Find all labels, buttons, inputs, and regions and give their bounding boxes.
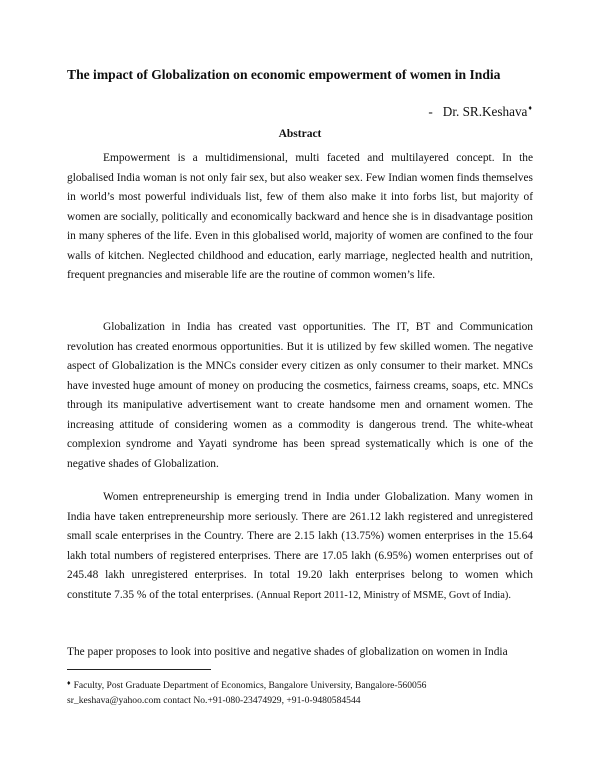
footnote [67, 676, 537, 708]
abstract-paragraph-1: Empowerment is a multidimensional, multi faceted and multilayered concept. In the globalised India woman is not only fair sex, but also weaker sex. Few Indian women finds themselves in world’s most powerful individuals list, few of them also make it into forbs list, but majority of women are socially, politically and economically backward and hence she is in disadvantage position in many spheres of the life. Even in this globalised world, majority of women are confined to the four walls of kitchen. Neglected childhood and education, early marriage, neglected health and nutrition, frequent pregnancies and miserable life are the routine of common women’s life. [67, 152, 533, 281]
author-name: Dr. SR.Keshava [442, 104, 528, 119]
citation: (Annual Report 2011-12, Ministry of MSME, Govt of India). [256, 589, 511, 601]
footnote-line-1 [67, 676, 537, 694]
abstract-paragraph-3 [67, 488, 533, 605]
author-dash: - [428, 104, 433, 119]
paper-title: The impact of Globalization on economic empowerment of women in India [67, 67, 501, 82]
author-line [428, 99, 532, 121]
footnote-divider [67, 669, 211, 670]
footnote-affiliation: Faculty, Post Graduate Department of Economics, Bangalore University, Bangalore-560056 [73, 680, 427, 691]
abstract-heading: Abstract [278, 128, 322, 140]
footnote-mark: ♦ [67, 679, 71, 687]
author-footnote-mark: ♦ [528, 104, 532, 112]
abstract-paragraph-4: The paper proposes to look into positive and negative shades of globalization on women in India [67, 646, 508, 658]
paragraph-3-text: Women entrepreneurship is emerging trend in India under Globalization. Many women in India have taken entrepreneurship more seriously. There are 261.12 lakh registered and unregistered small scale enterprises in the Country. There are 2.15 lakh (13.75%) women enterprises in the 15.64 lakh total numbers of registered enterprises. There are 17.05 lakh (6.95%) women enterprises out of 245.48 lakh unregistered enterprises. In total 19.20 lakh enterprises belong to women which constitute 7.35 % of the total enterprises. [67, 491, 533, 601]
footnote-line-2: sr_keshava@yahoo.com contact No.+91-080-23474929, +91-0-9480584544 [67, 694, 361, 706]
abstract-paragraph-2: Globalization in India has created vast opportunities. The IT, BT and Communication revolution has created enormous opportunities. But it is utilized by few skilled women. The negative aspect of Globalization is the MNCs consider every citizen as only consumer to their market. MNCs have invested huge amount of money on producing the cosmetics, fairness creams, soaps, etc. MNCs through its manipulative advertisement want to create handsome men and ornament women. The increasing attitude of considering women as a commodity is dangerous trend. The white-wheat complexion syndrome and Yayati syndrome has been spread systematically which is one of the negative shades of Globalization. [67, 321, 533, 470]
